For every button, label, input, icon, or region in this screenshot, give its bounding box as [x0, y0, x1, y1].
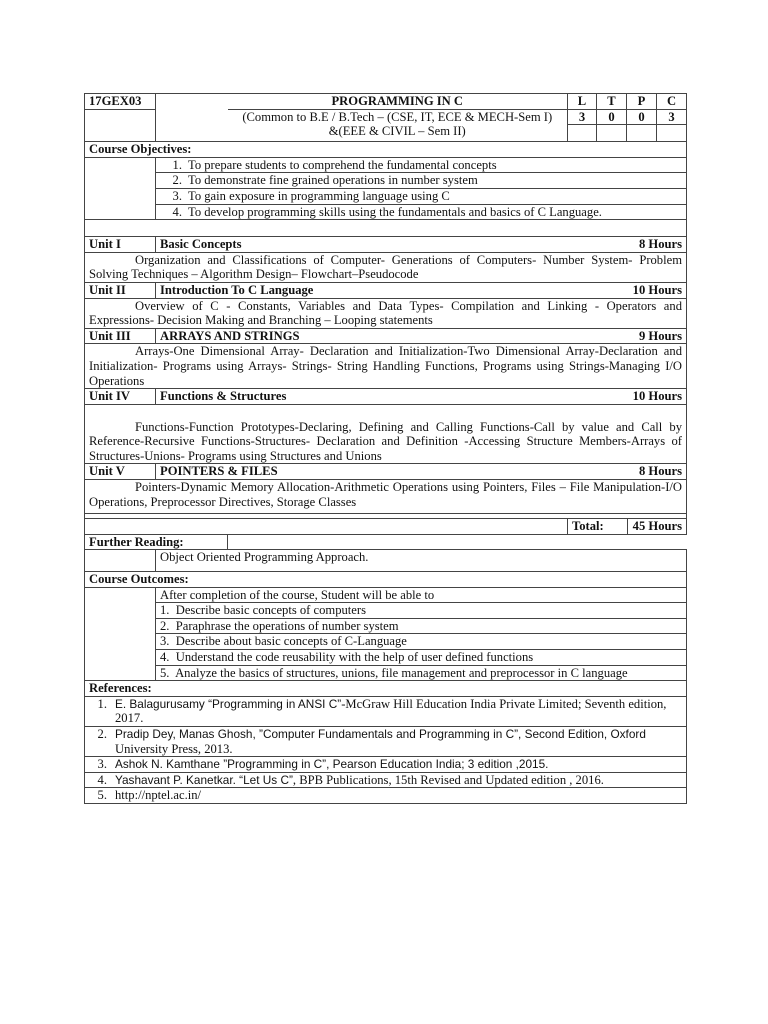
unit-header	[85, 464, 687, 480]
unit-header	[85, 237, 687, 253]
unit-number: Unit I	[85, 237, 156, 253]
outcomes-heading: Course Outcomes:	[85, 572, 687, 588]
reference-item: 1. E. Balagurusamy “Programming in ANSI C”-McGraw Hill Education India Private Limited; Seventh edition, 2017.	[85, 696, 687, 726]
ltpc-label-t: T	[597, 94, 627, 110]
unit-title: Introduction To C Language	[156, 282, 568, 298]
references-heading: References:	[85, 681, 687, 697]
unit-content: Pointers-Dynamic Memory Allocation-Arithmetic Operations using Pointers, Files – File Manipulation-I/O Operations, Preprocessor Directives, Storage Classes	[85, 480, 687, 514]
objective-item: 2. To demonstrate fine grained operations in number system	[85, 173, 687, 189]
unit-header	[85, 282, 687, 298]
objective-item: 3. To gain exposure in programming language using C	[85, 188, 687, 204]
total-hours: 45 Hours	[632, 519, 682, 534]
outcome-item: 5. Analyze the basics of structures, unions, file management and preprocessor in C language	[85, 665, 687, 681]
unit-hours: 9 Hours	[568, 328, 687, 344]
unit-header	[85, 328, 687, 344]
total-row	[85, 519, 687, 535]
unit-hours: 10 Hours	[568, 282, 687, 298]
syllabus-document	[84, 93, 686, 804]
objectives-heading: Course Objectives:	[85, 142, 687, 158]
reference-item: 2. Pradip Dey, Manas Ghosh, ”Computer Fundamentals and Programming in C”, Second Edition, Oxford University Press, 2013.	[85, 726, 687, 756]
reference-item: 4. Yashavant P. Kanetkar. “Let Us C”, BPB Publications, 15th Revised and Updated edition , 2016.	[85, 772, 687, 788]
unit-content: Organization and Classifications of Computer- Generations of Computers- Number System- Problem Solving Techniques – Algorithm Design– Flowchart–Pseudocode	[85, 252, 687, 282]
ltpc-label-l: L	[568, 94, 597, 110]
unit-title: POINTERS & FILES	[156, 464, 568, 480]
unit-hours: 10 Hours	[568, 389, 687, 405]
unit-hours: 8 Hours	[568, 237, 687, 253]
ltpc-label-c: C	[657, 94, 687, 110]
total-label: Total:	[568, 519, 628, 534]
outcome-item: 1. Describe basic concepts of computers	[85, 603, 687, 619]
ltpc-value-l: 3	[568, 109, 597, 125]
objective-item: 4. To develop programming skills using the fundamentals and basics of C Language.	[85, 204, 687, 220]
course-title: PROGRAMMING IN C	[228, 94, 568, 110]
ltpc-label-p: P	[627, 94, 657, 110]
ltpc-value-p: 0	[627, 109, 657, 125]
course-code: 17GEX03	[85, 94, 156, 110]
outcome-item: 2. Paraphrase the operations of number system	[85, 618, 687, 634]
further-reading-text: Object Oriented Programming Approach.	[156, 550, 687, 572]
reference-item: 5. http://nptel.ac.in/	[85, 788, 687, 804]
ltpc-value-t: 0	[597, 109, 627, 125]
ltpc-value-c: 3	[657, 109, 687, 125]
reference-item: 3. Ashok N. Kamthane ”Programming in C”, Pearson Education India; 3 edition ,2015.	[85, 757, 687, 773]
unit-number: Unit III	[85, 328, 156, 344]
unit-content: Functions-Function Prototypes-Declaring, Defining and Calling Functions-Call by value and Call by Reference-Recursive Functions-Structures- Declaration and Definition -Accessing Structure Members-Arrays of Structures-Unions- Programs using Structures and Unions	[85, 404, 687, 464]
unit-content: Arrays-One Dimensional Array- Declaration and Initialization-Two Dimensional Array-Declaration and Initialization- Programs using Arrays- Strings- String Handling Functions, Programs using Strings-Managing I/O Operations	[85, 344, 687, 389]
further-reading-heading: Further Reading:	[85, 534, 228, 550]
outcome-item: 4. Understand the code reusability with the help of user defined functions	[85, 650, 687, 666]
reference-link[interactable]: http://nptel.ac.in/	[115, 788, 202, 803]
syllabus-table	[84, 93, 687, 804]
header-row	[85, 94, 687, 110]
unit-content: Overview of C - Constants, Variables and Data Types- Compilation and Linking - Operators and Expressions- Decision Making and Branching – Looping statements	[85, 298, 687, 328]
unit-header	[85, 389, 687, 405]
unit-title: ARRAYS AND STRINGS	[156, 328, 568, 344]
unit-title: Basic Concepts	[156, 237, 568, 253]
objective-item: 1. To prepare students to comprehend the fundamental concepts	[85, 157, 687, 173]
unit-number: Unit V	[85, 464, 156, 480]
unit-number: Unit II	[85, 282, 156, 298]
course-common-note: (Common to B.E / B.Tech – (CSE, IT, ECE & MECH-Sem I) &(EEE & CIVIL – Sem II)	[228, 109, 568, 142]
unit-title: Functions & Structures	[156, 389, 568, 405]
unit-hours: 8 Hours	[568, 464, 687, 480]
unit-number: Unit IV	[85, 389, 156, 405]
outcomes-intro: After completion of the course, Student will be able to	[156, 587, 687, 603]
outcome-item: 3. Describe about basic concepts of C-Language	[85, 634, 687, 650]
